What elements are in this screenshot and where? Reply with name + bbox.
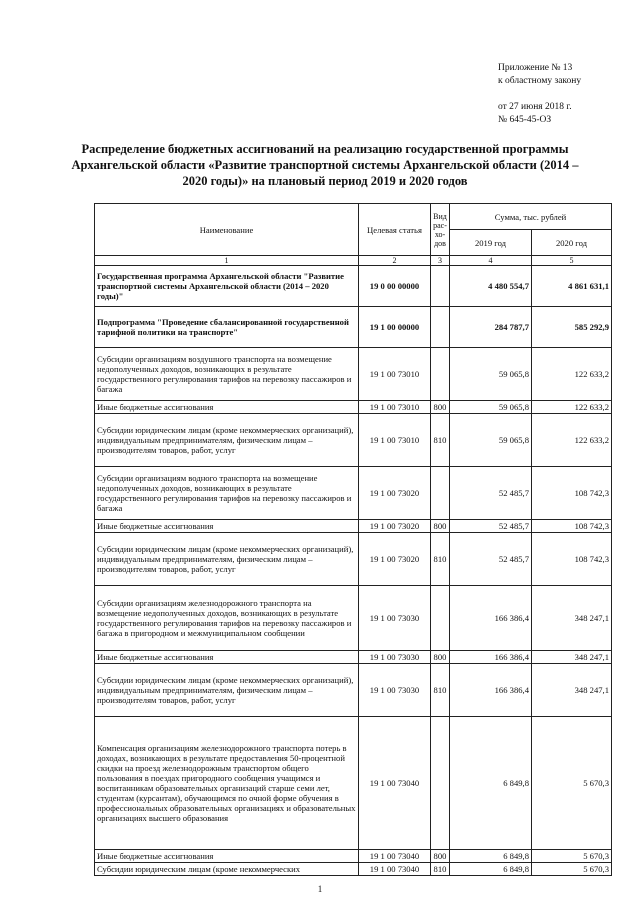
- row-2019: 6 849,8: [450, 850, 532, 863]
- row-2020: 5 670,3: [532, 717, 612, 850]
- row-code: 19 1 00 73040: [359, 863, 431, 876]
- row-name: Субсидии организациям воздушного транспорта на возмещение недополученных доходов, возникающих в результате государственного регулирования тарифов на перевозку пассажиров и багажа: [95, 348, 359, 401]
- table-row: [95, 266, 612, 307]
- table-row: [95, 401, 612, 414]
- row-code: 19 1 00 73030: [359, 664, 431, 717]
- column-index: 5: [532, 256, 612, 266]
- row-kind: [431, 348, 450, 401]
- row-name: Подпрограмма "Проведение сбалансированной государственной тарифной политики на транспорте": [95, 307, 359, 348]
- header-name: Наименование: [95, 204, 359, 256]
- row-2020: 122 633,2: [532, 348, 612, 401]
- document-title: Распределение бюджетных ассигнований на реализацию государственной программы Архангельской области «Развитие транспортной системы Архангельской области (2014 – 2020 годы)» на плановый период 2019 и 2020 годов: [71, 142, 579, 188]
- appendix-law: к областному закону: [498, 76, 582, 86]
- row-2019: 59 065,8: [450, 401, 532, 414]
- row-code: 19 1 00 73020: [359, 520, 431, 533]
- table-row: [95, 850, 612, 863]
- appendix-law-number: № 645-45-ОЗ: [498, 115, 552, 125]
- appendix-note: [498, 62, 633, 127]
- row-2019: 52 485,7: [450, 520, 532, 533]
- row-name: Иные бюджетные ассигнования: [95, 520, 359, 533]
- row-2019: 59 065,8: [450, 414, 532, 467]
- row-2020: 348 247,1: [532, 586, 612, 651]
- row-2019: 52 485,7: [450, 467, 532, 520]
- row-kind: 800: [431, 651, 450, 664]
- row-code: 19 1 00 73030: [359, 651, 431, 664]
- row-2020: 4 861 631,1: [532, 266, 612, 307]
- row-code: 19 1 00 73040: [359, 850, 431, 863]
- row-2020: 5 670,3: [532, 863, 612, 876]
- row-code: 19 1 00 73020: [359, 533, 431, 586]
- row-2019: 284 787,7: [450, 307, 532, 348]
- header-sum: Сумма, тыс. рублей: [450, 204, 612, 230]
- row-kind: 810: [431, 664, 450, 717]
- row-code: 19 0 00 00000: [359, 266, 431, 307]
- header-2019: 2019 год: [450, 230, 532, 256]
- row-2020: 585 292,9: [532, 307, 612, 348]
- row-2019: 52 485,7: [450, 533, 532, 586]
- row-name: Иные бюджетные ассигнования: [95, 651, 359, 664]
- table-row: [95, 307, 612, 348]
- row-name: Субсидии организациям железнодорожного транспорта на возмещение недополученных доходов, возникающих в результате государственного регулирования тарифов на перевозку пассажиров и багажа в пригородном и межмуниципальном сообщении: [95, 586, 359, 651]
- row-code: 19 1 00 00000: [359, 307, 431, 348]
- row-2019: 6 849,8: [450, 863, 532, 876]
- row-2020: 108 742,3: [532, 467, 612, 520]
- row-2019: 6 849,8: [450, 717, 532, 850]
- row-code: 19 1 00 73010: [359, 348, 431, 401]
- row-kind: [431, 266, 450, 307]
- row-name: Субсидии организациям водного транспорта на возмещение недополученных доходов, возникающих в результате государственного регулирования тарифов на перевозку пассажиров и багажа: [95, 467, 359, 520]
- header-2020: 2020 год: [532, 230, 612, 256]
- page-number: 1: [317, 884, 323, 894]
- row-code: 19 1 00 73010: [359, 414, 431, 467]
- row-2019: 166 386,4: [450, 586, 532, 651]
- table-row: [95, 651, 612, 664]
- column-index: 3: [431, 256, 450, 266]
- row-2019: 59 065,8: [450, 348, 532, 401]
- column-index-row: [95, 256, 612, 266]
- column-index: 1: [95, 256, 359, 266]
- row-2020: 5 670,3: [532, 850, 612, 863]
- row-2020: 108 742,3: [532, 533, 612, 586]
- row-kind: 800: [431, 850, 450, 863]
- row-name: Компенсация организациям железнодорожного транспорта потерь в доходах, возникающих в результате предоставления 50-процентной скидки на проезд железнодорожным транспортом общего пользования в поездах пригородного сообщения учащимся и воспитанникам образовательных организаций старше семи лет, студентам (курсантам), обучающимся по очной форме обучения в профессиональных образовательных организациях и образовательных организациях высшего образования: [95, 717, 359, 850]
- table-row: [95, 533, 612, 586]
- row-kind: 800: [431, 520, 450, 533]
- row-kind: 810: [431, 533, 450, 586]
- row-name: Субсидии юридическим лицам (кроме некоммерческих: [95, 863, 359, 876]
- table-row: [95, 348, 612, 401]
- appendix-number: Приложение № 13: [498, 63, 573, 73]
- appendix-date: от 27 июня 2018 г.: [498, 102, 572, 112]
- row-kind: 810: [431, 863, 450, 876]
- table-row: [95, 586, 612, 651]
- row-code: 19 1 00 73010: [359, 401, 431, 414]
- row-2020: 122 633,2: [532, 414, 612, 467]
- budget-table: [94, 203, 612, 876]
- row-kind: [431, 717, 450, 850]
- row-kind: 810: [431, 414, 450, 467]
- row-name: Государственная программа Архангельской области "Развитие транспортной системы Архангельской области (2014 – 2020 годы)": [95, 266, 359, 307]
- row-name: Иные бюджетные ассигнования: [95, 401, 359, 414]
- row-2019: 4 480 554,7: [450, 266, 532, 307]
- header-kind: Вид рас- хо- дов: [431, 204, 450, 256]
- row-name: Субсидии юридическим лицам (кроме некоммерческих организаций), индивидуальным предпринимателям, физическим лицам – производителям товаров, работ, услуг: [95, 533, 359, 586]
- column-index: 2: [359, 256, 431, 266]
- row-2020: 122 633,2: [532, 401, 612, 414]
- table-row: [95, 664, 612, 717]
- row-kind: [431, 307, 450, 348]
- row-2019: 166 386,4: [450, 651, 532, 664]
- row-2020: 108 742,3: [532, 520, 612, 533]
- table-row: [95, 863, 612, 876]
- row-code: 19 1 00 73030: [359, 586, 431, 651]
- table-row: [95, 717, 612, 850]
- row-name: Субсидии юридическим лицам (кроме некоммерческих организаций), индивидуальным предпринимателям, физическим лицам – производителям товаров, работ, услуг: [95, 414, 359, 467]
- row-kind: [431, 586, 450, 651]
- row-code: 19 1 00 73020: [359, 467, 431, 520]
- row-name: Иные бюджетные ассигнования: [95, 850, 359, 863]
- row-2020: 348 247,1: [532, 651, 612, 664]
- row-kind: [431, 467, 450, 520]
- row-kind: 800: [431, 401, 450, 414]
- table-row: [95, 414, 612, 467]
- table-row: [95, 520, 612, 533]
- header-code: Целевая статья: [359, 204, 431, 256]
- row-2020: 348 247,1: [532, 664, 612, 717]
- row-code: 19 1 00 73040: [359, 717, 431, 850]
- column-index: 4: [450, 256, 532, 266]
- row-2019: 166 386,4: [450, 664, 532, 717]
- table-row: [95, 467, 612, 520]
- row-name: Субсидии юридическим лицам (кроме некоммерческих организаций), индивидуальным предпринимателям, физическим лицам – производителям товаров, работ, услуг: [95, 664, 359, 717]
